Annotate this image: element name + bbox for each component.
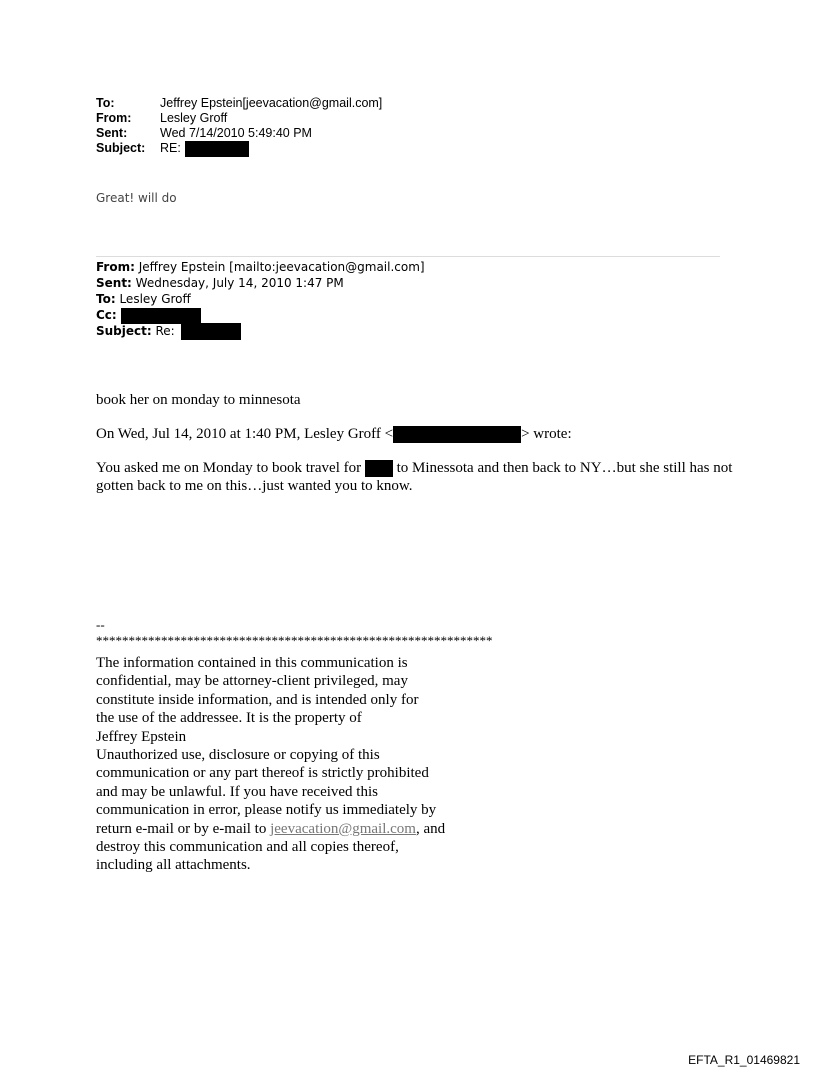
quoted-from-label: From: <box>96 260 135 274</box>
quoted-to-value: Lesley Groff <box>115 292 191 306</box>
reply-text: Great! will do <box>96 191 177 205</box>
disclaimer-line: The information contained in this communication is <box>96 655 408 671</box>
quoted-to-label: To: <box>96 292 116 306</box>
document-id: EFTA_R1_01469821 <box>688 1053 800 1067</box>
body-paragraph <box>96 459 736 495</box>
redaction-block <box>121 308 201 324</box>
quoted-cc-row <box>96 307 425 323</box>
disclaimer-line: including all attachments. <box>96 857 251 874</box>
redaction-block <box>185 141 249 157</box>
redaction-block <box>365 460 393 477</box>
disclaimer-line: the use of the addressee. It is the property of <box>96 710 362 727</box>
body-line-2-before: On Wed, Jul 14, 2010 at 1:40 PM, Lesley Groff < <box>96 426 394 442</box>
to-row <box>96 96 382 111</box>
body-line-1: book her on monday to minnesota <box>96 392 301 408</box>
sent-row <box>96 126 382 141</box>
return-after: , and <box>415 820 446 837</box>
subject-row <box>96 141 382 156</box>
from-label: From: <box>96 111 132 125</box>
disclaimer-line: constitute inside information, and is intended only for <box>96 691 419 708</box>
body-line-2-after: > wrote: <box>521 426 572 442</box>
to-value: Jeffrey Epstein[jeevacation@gmail.com] <box>160 96 383 110</box>
quoted-sent-row <box>96 275 425 291</box>
quoted-subject-row <box>96 323 425 339</box>
disclaimer-line: communication in error, please notify us immediately by <box>96 802 437 819</box>
quoted-from-row <box>96 259 425 275</box>
body-line-3-before: You asked me on Monday to book travel for <box>96 460 362 476</box>
disclaimer-line: confidential, may be attorney-client privileged, may <box>96 673 408 690</box>
signature-dashes: -- <box>96 617 105 632</box>
redaction-block <box>181 323 241 340</box>
disclaimer-line: Unauthorized use, disclosure or copying of this <box>96 747 380 764</box>
quoted-subject-value: Re: <box>151 324 175 338</box>
email-link[interactable]: jeevacation@gmail.com <box>270 820 416 837</box>
divider <box>96 256 720 257</box>
sent-label: Sent: <box>96 126 128 140</box>
quoted-subject-label: Subject: <box>96 324 152 338</box>
quoted-cc-label: Cc: <box>96 308 117 322</box>
disclaimer-line: communication or any part thereof is strictly prohibited <box>96 765 429 782</box>
quoted-sent-value: Wednesday, July 14, 2010 1:47 PM <box>131 276 344 290</box>
quoted-sent-label: Sent: <box>96 276 132 290</box>
quoted-header <box>96 259 425 339</box>
disclaimer-line: destroy this communication and all copies thereof, <box>96 839 399 856</box>
return-before: return e-mail or by e-mail to <box>96 820 271 837</box>
quoted-from-value: Jeffrey Epstein [mailto:jeevacation@gmail.com] <box>134 260 425 274</box>
to-label: To: <box>96 96 115 110</box>
body-line-3-after: to Minessota and then back to NY…but she still has not gotten back to me on this…just wanted you to know. <box>96 460 733 495</box>
body-line-2 <box>96 425 572 443</box>
disclaimer-line: Jeffrey Epstein <box>96 728 187 745</box>
sent-value: Wed 7/14/2010 5:49:40 PM <box>160 126 312 140</box>
quoted-to-row <box>96 291 425 307</box>
email-header <box>96 96 382 156</box>
from-value: Lesley Groff <box>160 111 228 125</box>
disclaimer <box>96 654 496 875</box>
disclaimer-return-line <box>96 820 496 838</box>
redaction-block <box>393 426 521 443</box>
subject-value: RE: <box>160 141 181 155</box>
disclaimer-line: and may be unlawful. If you have received this <box>96 783 378 800</box>
subject-label: Subject: <box>96 141 146 155</box>
from-row <box>96 111 382 126</box>
signature-stars: ************************************************************* <box>96 633 493 648</box>
